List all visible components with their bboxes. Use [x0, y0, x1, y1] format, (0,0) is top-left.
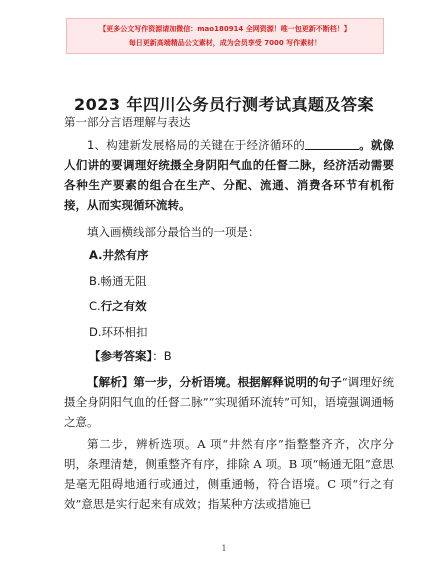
option-c-label: C. [89, 299, 101, 313]
answer-blank [305, 137, 359, 150]
analysis-paragraph-2: 第二步，辨析选项。A 项“井然有序”指整整齐齐，次序分明，条理清楚，侧重整齐有序，排除 A 项。B 项“畅通无阻”意思是毫无阻碍地通行或通过，侧重通畅，符合语境。C 项“行之有效”意思是实行起来有成效；指某种方法或措施已 [64, 437, 394, 511]
option-d [89, 324, 148, 340]
analysis-step1-key: 根据解释说明的句子 [237, 375, 342, 389]
answer-separator: ： [152, 349, 164, 363]
question-prompt: 填入画横线部分最恰当的一项是： [87, 225, 260, 239]
option-b-label: B. [89, 274, 101, 288]
section-heading: 第一部分言语理解与表达 [64, 115, 191, 129]
option-c-text: 行之有效 [100, 299, 147, 313]
reference-answer [89, 346, 389, 366]
page-number: 1 [221, 544, 227, 553]
banner-line-2: 每日更新高端精品公文素材，成为会员享受 7000 写作素材！ [128, 39, 322, 47]
option-a-text: 井然有序 [102, 248, 149, 262]
option-a [89, 247, 148, 263]
banner-line-1: 【更多公文写作资源请加微信：mao180914 全网资源！唯一包更新不断档！】 [99, 25, 351, 33]
answer-value: B [163, 349, 172, 363]
analysis-paragraph-1 [64, 372, 394, 432]
question-number: 1、 [87, 138, 107, 152]
answer-label: 【参考答案】 [89, 349, 153, 363]
option-c [89, 298, 147, 314]
question-1-stem [64, 135, 394, 215]
option-b-text: 畅通无阻 [100, 274, 147, 288]
option-d-text: 环环相扣 [101, 325, 148, 339]
option-b [89, 273, 147, 289]
document-title: 2023 年四川公务员行测考试真题及答案 [73, 95, 375, 114]
analysis-step1-rest: “调理好统摄全身阴阳气血的任督二脉”“实现循环流转”可知，语境强调通畅之意。 [64, 375, 395, 429]
question-text-after: 。就像人们讲的要调理好统摄全身阴阳气血的任督二脉，经济活动需要各种生产要素的组合在生产、分配、流通、消费各环节有机衔接，从而实现循环流转。 [64, 138, 395, 212]
analysis-label: 【解析】 [87, 375, 134, 389]
analysis-step1-head: 第一步，分析语境。 [133, 375, 238, 389]
option-a-label: A. [89, 248, 103, 262]
promo-banner [66, 18, 384, 54]
question-text-before: 构建新发展格局的关键在于经济循环的 [106, 138, 305, 152]
option-d-label: D. [89, 325, 102, 339]
